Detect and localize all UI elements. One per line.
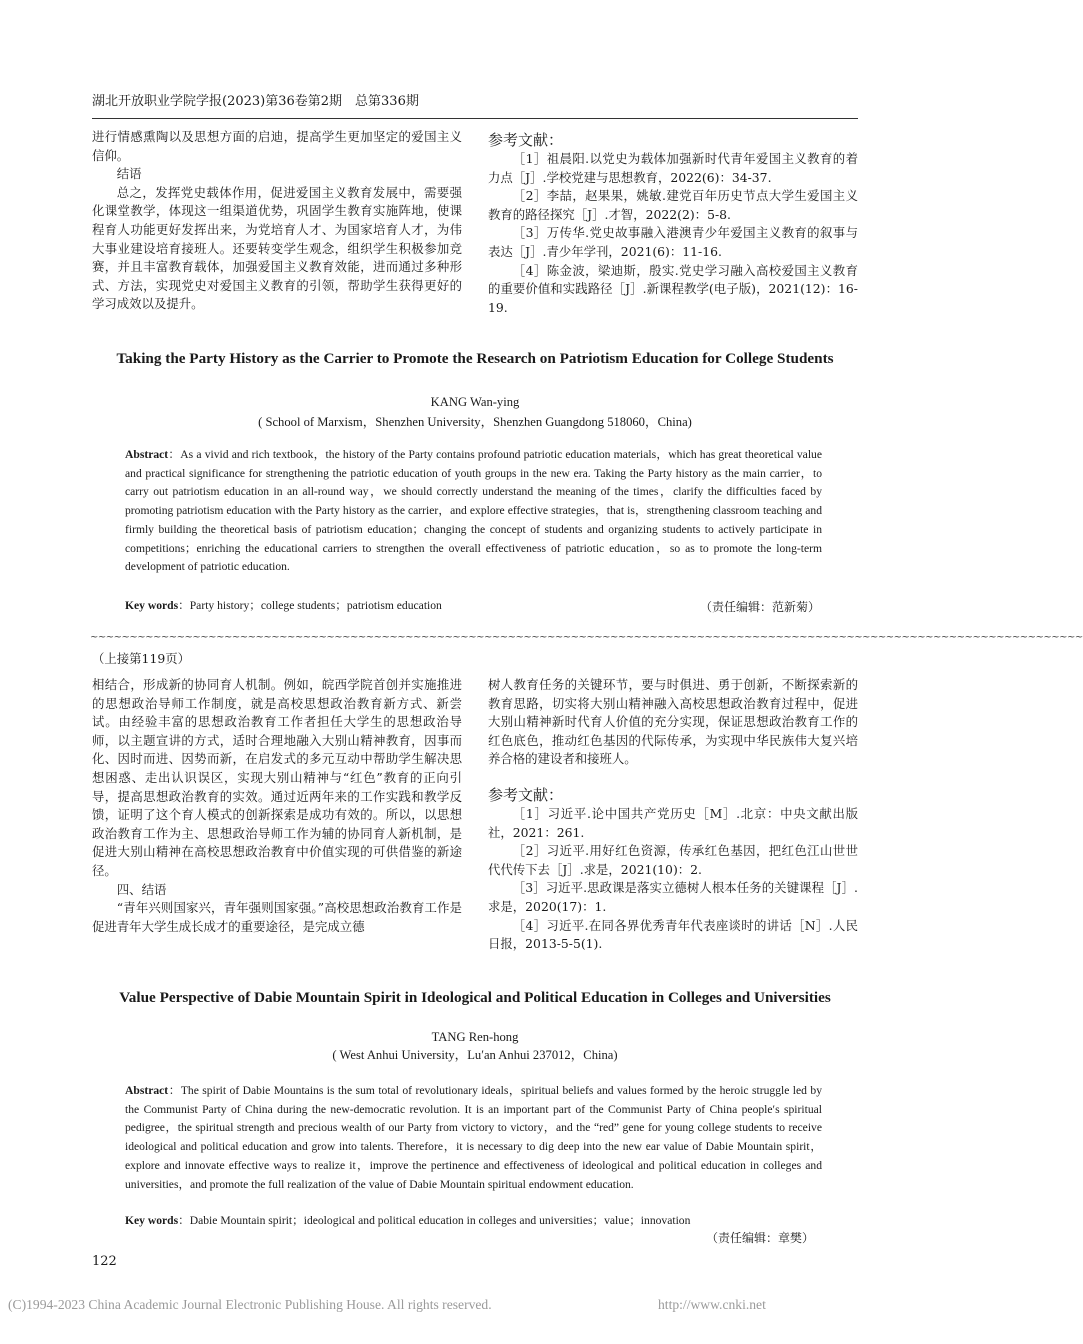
reference-item: ［2］习近平.用好红色资源，传承红色基因，把红色江山世世代代传下去［J］.求是，2021(10)：2. — [488, 843, 858, 877]
header-rule — [92, 118, 858, 119]
reference-item: ［3］习近平.思政课是落实立德树人根本任务的关键课程［J］.求是，2020(17)：1. — [488, 880, 858, 914]
copyright-footer — [8, 1297, 942, 1313]
reference-item: ［4］陈金波，梁迪斯，殷实.党史学习融入高校爱国主义教育的重要价值和实践路径［J］.新课程教学(电子版)，2021(12)：16-19. — [488, 262, 858, 315]
copyright-text: (C)1994-2023 China Academic Journal Electronic Publishing House. All rights reserved. — [8, 1297, 492, 1312]
keywords-label: Key words — [125, 1214, 179, 1227]
article1-left-column — [92, 128, 462, 314]
article2-continued-note: （上接第119页） — [92, 651, 190, 666]
journal-header-text: 湖北开放职业学院学报(2023)第36卷第2期 总第336期 — [92, 94, 419, 109]
article1-section-heading: 结语 — [116, 166, 142, 182]
article2-right-column — [488, 676, 858, 954]
keywords-text: ：Party history；college students；patriotism education — [178, 599, 442, 612]
keywords-text: ：Dabie Mountain spirit；ideological and political education in colleges and universities；value；innovation — [178, 1214, 691, 1227]
cnki-link[interactable]: http://www.cnki.net — [658, 1297, 766, 1312]
reference-item: ［1］祖晨阳.以党史为载体加强新时代青年爱国主义教育的着力点［J］.学校党建与思想教育，2022(6)：34-37. — [488, 151, 858, 185]
page-number: 122 — [92, 1254, 117, 1269]
wavy-divider: ~~~~~~~~~~~~~~~~~~~~~~~~~~~~~~~~~~~~~~~~~~~~~~~~~~~~~~~~~~~~~~~~~~~~~~~~~~~~~~~~~~~~~~~~~~~~~~~~~~~~~~~~~~~~~~~~~~~~~~~~~~~~~~ — [90, 632, 1083, 643]
article1-affiliation: ( School of Marxism，Shenzhen University，Shenzhen Guangdong 518060，China) — [258, 415, 692, 429]
article1-paragraph: 进行情感熏陶以及思想方面的启迪，提高学生更加坚定的爱国主义信仰。 — [92, 129, 462, 163]
reference-item: ［3］万传华.党史故事融入港澳青少年爱国主义教育的叙事与表达［J］.青少年学刊，2021(6)：11-16. — [488, 225, 858, 259]
article1-english-title: Taking the Party History as the Carrier to Promote the Research on Patriotism Education for College Students — [116, 350, 834, 367]
article2-paragraph: 相结合，形成新的协同育人机制。例如，皖西学院首创并实施推进的思想政治导师工作制度，就是高校思想政治教育新方式、新尝试。由经验丰富的思想政治教育工作者担任大学生的思想政治导师，以主题宣讲的方式，适时合理地融入大别山精神教育，因事而化、因时而进、因势而新，在启发式的多元互动中帮助学生解决思想困惑、走出认识误区，实现大别山精神与“红色”教育的正向引导，提高思想政治教育的实效。通过近两年来的工作实践和教学反馈，证明了这个育人模式的创新探索是成功有效的。所以，以思想政治教育工作为主、思想政治导师工作为辅的协同育人新机制，是促进大别山精神在高校思想政治教育中价值实现的可供借鉴的新途径。 — [92, 677, 462, 878]
article2-abstract — [125, 1082, 822, 1194]
reference-item: ［2］李喆，赵果果，姚敏.建党百年历史节点大学生爱国主义教育的路径探究［J］.才智，2022(2)：5-8. — [488, 188, 858, 222]
article2-editor: （责任编辑：章樊） — [706, 1231, 815, 1245]
article1-abstract — [125, 446, 822, 577]
reference-item: ［4］习近平.在同各界优秀青年代表座谈时的讲话［N］.人民日报，2013-5-5(1). — [488, 917, 858, 952]
article2-affiliation: ( West Anhui University，Lu′an Anhui 237012，China) — [332, 1048, 618, 1062]
journal-header — [92, 93, 862, 111]
reference-item: ［1］习近平.论中国共产党历史［M］.北京：中央文献出版社，2021：261. — [488, 805, 858, 840]
article2-left-column — [92, 676, 462, 936]
keywords-label: Key words — [125, 599, 179, 612]
article1-author: KANG Wan-ying — [430, 395, 520, 409]
article2-keywords — [125, 1212, 690, 1231]
article2-english-title: Value Perspective of Dabie Mountain Spirit in Ideological and Political Education in Colleges and Universities — [119, 989, 831, 1006]
article1-paragraph: 总之，发挥党史载体作用，促进爱国主义教育发展中，需要强化课堂教学，体现这一组渠道优势，巩固学生教育实施阵地，使课程育人功能更好发挥出来，为党培育人才、为国家培育人才，为伟大事业建设培育接班人。还要转变学生观念，组织学生积极参加竞赛，并且丰富教育载体，加强爱国主义教育效能，进而通过多种形式、方法，实现党史对爱国主义教育的引领，帮助学生获得更好的学习成效以及提升。 — [92, 184, 462, 312]
references-title: 参考文献： — [488, 785, 564, 804]
article1-keywords — [125, 597, 442, 616]
article1-right-column — [488, 130, 858, 317]
article2-section-heading: 四、结语 — [116, 881, 167, 897]
abstract-label: Abstract — [125, 1084, 169, 1097]
article1-editor: （责任编辑：范新菊） — [700, 600, 821, 614]
abstract-text: ：The spirit of Dabie Mountains is the sum total of revolutionary ideals，spiritual beliefs and values formed by the heroic struggle led by the Communist Party of China during the new-democratic revolution. It is an important part of the Communist Party of China people′s spiritual pedigree，the spiritual strength and precious wealth of our Party from victory to victory，and the “red” gene for young college students to receive ideological and political education and grow into talents. Therefore，it is necessary to dig deep into the new ear value of Dabie Mountain spirit，explore and innovate effective ways to realize it，improve the pertinence and effectiveness of ideological and political education in colleges and universities，and promote the full realization of the value of Dabie Mountain spiritual endowment education. — [125, 1084, 822, 1191]
article2-paragraph: “青年兴则国家兴，青年强则国家强。”高校思想政治教育工作是促进青年大学生成长成才的重要途径，是完成立德 — [92, 900, 462, 934]
abstract-text: ：As a vivid and rich textbook，the history of the Party contains profound patriotic education materials，which has great theoretical value and practical significance for strengthening the patriotic education of youth groups in the new era. Taking the Party history as the main carrier，to carry out patriotism education in an all-round way，we should correctly understand the meaning of the times，clarify the difficulties faced by promoting patriotism education with the Party history as the carrier，and explore effective strategies，that is，strengthening classroom teaching and firmly building the theoretical basis of patriotism education；changing the concept of students and organizing students to actively participate in competitions；enriching the educational carriers to strengthen the overall effectiveness of patriotic education，so as to promote the long-term development of patriotic education. — [125, 448, 822, 574]
article2-author: TANG Ren-hong — [431, 1030, 519, 1044]
references-title: 参考文献： — [488, 131, 564, 149]
abstract-label: Abstract — [125, 448, 169, 461]
article2-paragraph: 树人教育任务的关键环节，要与时俱进、勇于创新，不断探索新的教育思路，切实将大别山精神融入高校思想政治教育过程中，促进大别山精神新时代育人价值的充分实现，保证思想政治教育工作的红色底色，推动红色基因的代际传承，为实现中华民族伟大复兴培养合格的建设者和接班人。 — [488, 677, 858, 767]
